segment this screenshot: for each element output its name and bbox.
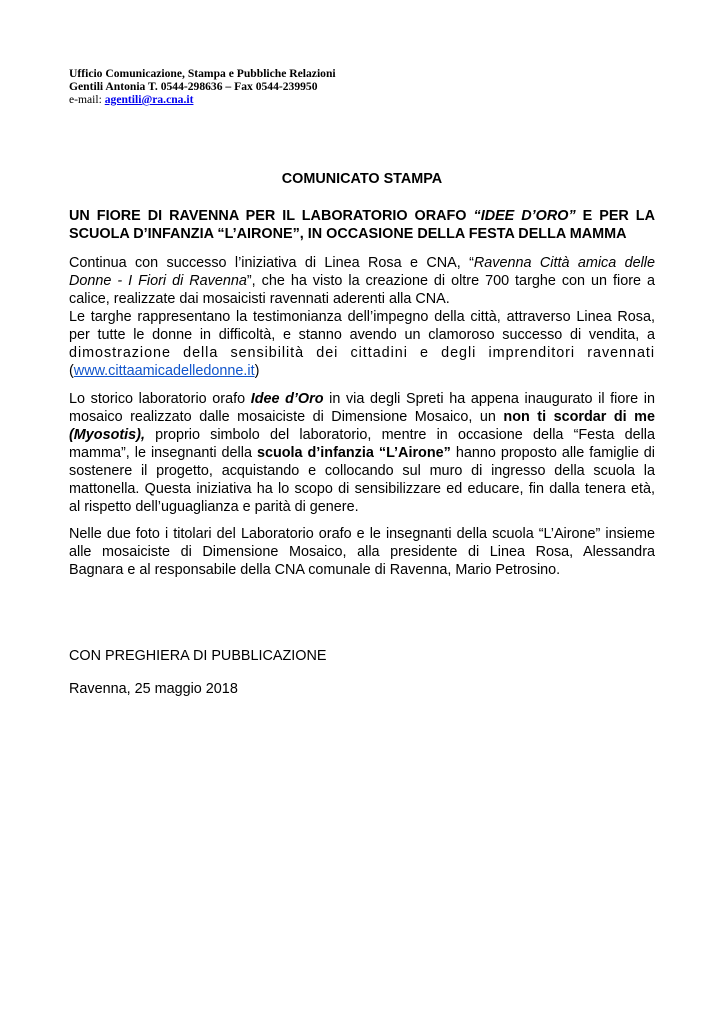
headline bbox=[69, 207, 655, 243]
p1-line1 bbox=[69, 254, 655, 272]
p1-l7-open: ( bbox=[69, 363, 74, 379]
p1-line7 bbox=[69, 362, 655, 380]
p2-l1c: in via degli Spreti ha appena inaugurato il fiore in bbox=[323, 391, 655, 407]
p3-line3: Bagnara e al responsabile della CNA comunale di Ravenna, Mario Petrosino. bbox=[69, 562, 561, 578]
header-email-line bbox=[69, 93, 336, 106]
p2-line6: mattonella. Questa iniziativa ha lo scopo di sensibilizzare ed educare, fin dalla tenera età, bbox=[69, 481, 655, 497]
p2-line2 bbox=[69, 408, 655, 426]
p2-line4 bbox=[69, 444, 655, 462]
dateline: Ravenna, 25 maggio 2018 bbox=[69, 681, 238, 697]
p1-line4: Le targhe rappresentano la testimonianza dell’impegno della città, attraverso Linea Rosa, bbox=[69, 309, 655, 325]
p2-l4c: hanno proposto alle famiglie di bbox=[450, 445, 656, 461]
p1-line6: dimostrazione della sensibilità dei cittadini e degli imprenditori ravennati bbox=[69, 345, 655, 361]
p2-l2b: non ti scordar di me bbox=[503, 409, 655, 425]
header-email-label: e-mail: bbox=[69, 93, 105, 106]
header-office-name: Ufficio Comunicazione, Stampa e Pubbliche Relazioni bbox=[69, 67, 336, 80]
paragraph-2 bbox=[69, 390, 655, 516]
paragraph-1 bbox=[69, 254, 655, 380]
office-header bbox=[69, 67, 336, 106]
document-title: COMUNICATO STAMPA bbox=[281, 171, 443, 187]
headline-part1: UN FIORE DI RAVENNA PER IL LABORATORIO ORAFO bbox=[69, 208, 474, 224]
headline-part3: E PER LA SCUOLA D’INFANZIA “L’AIRONE”, IN OCCASIONE DELLA FESTA DELLA MAMMA bbox=[69, 208, 655, 242]
p1-line3: calice, realizzate dai mosaicisti ravennati aderenti alla CNA. bbox=[69, 291, 450, 307]
p2-line7: al rispetto dell’uguaglianza e parità di genere. bbox=[69, 499, 359, 515]
p2-l3b: proprio simbolo del laboratorio, mentre in occasione della “Festa della bbox=[144, 427, 655, 443]
p3-line2: alle mosaiciste di Dimensione Mosaico, alla presidente di Linea Rosa, Alessandra bbox=[69, 544, 655, 560]
paragraph-3 bbox=[69, 525, 655, 579]
p3-line1: Nelle due foto i titolari del Laboratorio orafo e le insegnanti della scuola “L’Airone” insieme bbox=[69, 526, 655, 542]
p1-line2 bbox=[69, 272, 655, 290]
p2-line3 bbox=[69, 426, 655, 444]
p2-line1 bbox=[69, 390, 655, 408]
p2-l1b: Idee d’Oro bbox=[250, 391, 324, 407]
headline-part2: “IDEE D’ORO” bbox=[473, 208, 576, 224]
p2-l4b: scuola d’infanzia “L’Airone” bbox=[256, 445, 451, 461]
header-email-link[interactable]: agentili@ra.cna.it bbox=[104, 93, 194, 106]
p1-l2b: ”, che ha visto la creazione di oltre 700 targhe con un fiore a bbox=[246, 273, 655, 289]
p2-line5: sostenere il progetto, acquistando e collocando sul muro di ingresso della scuola la bbox=[69, 463, 655, 479]
p2-l2a: mosaico realizzato dalle mosaiciste di Dimensione Mosaico, un bbox=[69, 409, 504, 425]
p1-line5: per tutte le donne in difficoltà, e stanno avendo un clamoroso successo di vendita, a bbox=[69, 327, 655, 343]
p2-l1a: Lo storico laboratorio orafo bbox=[69, 391, 251, 407]
header-contact-phone: Gentili Antonia T. 0544-298636 – Fax 0544-239950 bbox=[69, 80, 318, 93]
publication-request: CON PREGHIERA DI PUBBLICAZIONE bbox=[69, 648, 327, 664]
p2-l4a: mamma”, le insegnanti della bbox=[69, 445, 257, 461]
website-link[interactable]: www.cittaamicadelledonne.it bbox=[73, 363, 255, 379]
p1-l2a: Donne - I Fiori di Ravenna bbox=[69, 273, 247, 289]
p1-l1b: Ravenna Città amica delle bbox=[473, 255, 656, 271]
p1-l7-close: ) bbox=[254, 363, 260, 379]
p2-l3a: (Myosotis), bbox=[69, 427, 145, 443]
p1-l1a: Continua con successo l’iniziativa di Linea Rosa e CNA, “ bbox=[69, 255, 474, 271]
